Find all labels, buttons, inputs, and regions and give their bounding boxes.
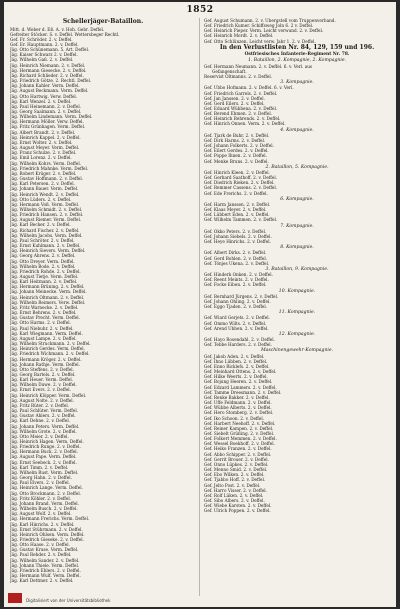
casualty-entry: Gef. Folkert Memmen. 2. v. Deffel. [204,436,277,442]
company-heading: 11. Kompagnie. [278,310,316,316]
casualty-entry: Gef. Harm Janssen. 2. v. Deffel. [204,201,271,207]
casualty-entry: Gef. Tjark de Buhr. 2. v. Deffel. [204,132,270,138]
casualty-entry: Jäg. Hermann Buck. 2. v. Deffel. [10,449,78,455]
casualty-entry: Jäg. Friedrich Mahnke. Verm. Deffel. [10,165,89,171]
casualty-entry: Gef. Heye Hinrichs. 2. v. Deffel. [204,239,271,245]
casualty-entry: Jäg. August Pape. Verm. Deffel. [10,454,77,460]
casualty-entry: Jäg. Emil Lorenz. 2. v. Deffel. [10,155,72,161]
casualty-entry: Jäg. Wilhelm Busch. 2. v. Deffel. [10,506,78,512]
casualty-entry: Jäg. Ernst Stührmann. 2. v. Deffel. [10,526,83,532]
casualty-entry: Jäg. Gustav Hoffmann. 2. v. Deffel. [10,176,84,182]
casualty-entry: Gef. Hinrich Onnen. Verm. 2. v. Deffel. [204,121,286,127]
casualty-entry: Jäg. Wilhelm Jacobs. Verm. Deffel. [10,232,83,238]
casualty-entry: Jäg. August Nolte. 2. v. Deffel. [10,397,74,403]
company-heading: 7. Kompagnie. [280,223,314,229]
casualty-entry: Jäg. Johann Peters. Verm. Deffel. [10,423,80,429]
casualty-entry: Jäg. Georg Ahrens. 2. v. Deffel. [10,253,76,259]
casualty-entry: Gef. Rolf Lüken. 2. v. Deffel. [204,492,264,498]
casualty-entry: Jäg. Otto Harms. 2. v. Deffel. [10,320,71,326]
casualty-entry: Gef. August Schumann. 2. v. Ubergstell vom Truppenverband. [204,18,336,23]
casualty-entry: Jäg. Richard Schlieder. 2. v. Deffel. [10,72,84,78]
casualty-entry: Gef. Hilke Weerts. 2. v. Deffel. [204,374,268,380]
casualty-entry: Jäg. Georg Saalmann. 2. v. Deffel. [10,109,82,114]
column-heading: In den Verlustlisten Nr. 84, 129, 159 und 196. [219,43,375,51]
casualty-entry: Jäg. Ernst Evers. 2. v. Deffel. [10,387,71,393]
casualty-entry: Jäg. Heinrich Ohlsen. Verm. Deffel. [10,531,85,537]
casualty-entry: Jäg. Paul Schröter. 2. v. Deffel. [10,237,75,243]
casualty-entry: Gef. Onno Lüpkes. 2. v. Deffel. [204,461,269,467]
casualty-entry: Jäg. Johann Thiele. Verm. Deffel. [10,562,80,568]
casualty-entry: Gef. Jelto Post. 2. v. Deffel. [204,482,261,488]
casualty-entry: Jäg. Johann Rathje. Verm. Deffel. [10,361,80,367]
casualty-entry: Gef. Gerd Bohlen. 2. v. Deffel. [204,255,268,261]
casualty-entry: Jäg. Otto Lüders. 2. v. Deffel. [10,196,72,202]
page-number: 1852 [186,5,214,15]
casualty-entry: Gef. Focke Eiben. 2. v. Deffel. [204,282,267,288]
casualty-entry: Jäg. Heinrich Niemann. 2. v. Deffel. [10,62,86,68]
column-divider [199,18,200,596]
casualty-entry: Jäg. Wilhelm Lindemann. Verm. Deffel. [10,114,93,120]
casualty-entry: Jäg. Wilhelm Struckmann. 2. v. Deffel. [10,341,91,347]
casualty-entry: Gef. Wiebe Karsten. 2. v. Deffel. [204,503,272,509]
casualty-entry: Gef. Jakob Aden. 2. v. Deffel. [204,353,265,359]
casualty-entry: Jäg. Wilhelm Duwe. 2. v. Deffel. [10,382,77,388]
casualty-entry: Jäg. Karl Becker. 2. v. Deffel. [10,222,71,228]
casualty-entry: Gef. Renke Bakker. 2. v. Deffel. [204,394,270,400]
casualty-entry: Gef. Eilert Gerdes. 2. v. Deffel. [204,148,269,154]
casualty-entry: Jäg. Johann Bauer. Verm. Deffel. [10,186,79,192]
casualty-entry: Jäg. Wilhelm Rust. Verm. Deffel. [10,469,79,475]
casualty-entry: Gef. Sibo Albers. 2. v. Deffel. [204,498,265,504]
casualty-entry: Jäg. August Beckmann. Verm. Deffel. [10,88,89,94]
casualty-entry: Jäg. Friedrich Runge. 2. v. Deffel. [10,444,81,450]
casualty-entry: Gef. Ubbo Hofmann. 2. v. Deffel. 6. v. Verl. [204,85,294,91]
casualty-entry: Gef. Reiner Kampen. 2. v. Deffel. [204,425,274,431]
casualty-entry: Gef. Er. Hauptmann. 2. v. Deffel. [10,41,79,47]
casualty-entry: Gef. Harbert Neehoff. 2. v. Deffel. [204,420,276,426]
casualty-entry: Gef. Berend Ehmen. 2. v. Deffel. [204,111,273,117]
casualty-entry: Jäg. Georg Bartels. 2. v. Deffel. [10,371,76,377]
company-heading: 2. Bataillon, 5. Kompagnie. [265,164,329,170]
footer-credit: Digitalisiert von der Universitätsbibliothek [26,598,111,603]
casualty-entry: Jäg. Gustav Ahlers. 2. v. Deffel. [10,413,76,419]
company-heading: 1. Bataillon, 2. Kompagnie, 2. Kompagnie. [247,58,347,64]
casualty-entry: Gef. Lübbert Eden. 2. v. Deffel. [204,212,270,218]
casualty-entry: Jäg. Karl Wiegmann. Verm. Deffel. [10,330,83,336]
casualty-entry: Gef. Hinrich Kleen. 2. v. Deffel. [204,169,270,175]
casualty-entry: Jäg. Karl Dehne. 2. v. Deffel. [10,418,71,424]
right-column [204,18,390,596]
casualty-entry: Jäg. Fritz Rüter. 2. v. Deffel. [10,402,70,408]
column-heading: Schellerjäger-Bataillon. [62,18,144,25]
casualty-entry: Jäg. Paul Schlüter. Verm. Deffel. [10,408,79,414]
casualty-entry: Jäg. Ernst Behrens. 2. v. Deffel. [10,310,77,316]
casualty-entry: Jäg. Franz Schulze. 2. v. Deffel. [10,150,77,156]
casualty-entry: Jäg. Johann Brand. Verm. Deffel. [10,500,79,506]
casualty-entry: Jäg. Karl Dettmer. 2. v. Deffel. [10,578,74,584]
casualty-entry: Gef. Friedrich Garrels. 2. v. Deffel. [204,90,278,96]
casualty-entry: Gef. Okko Peters. 2. v. Deffel. [204,228,267,234]
casualty-entry: Gef. Wübbe Alberts. 2. v. Deffel. [204,405,272,411]
casualty-entry: Jäg. August Tietje. Verm. Deffel. [10,274,79,279]
casualty-entry: Jäg. Hermann Wulf. Verm. Deffel. [10,573,81,579]
casualty-entry: Jäg. Hermann Voß. Verm. Deffel. [10,201,80,207]
casualty-entry: Jäg. August Wolf. 2. v. Deffel. [10,511,72,517]
casualty-entry: Gef. Ommo Wilts. 2. v. Deffel. [204,320,267,326]
casualty-entry: Gef. Menke Bruns. 2. v. Deffel. [204,158,269,164]
casualty-entry: Jäg. Wilhelm Gaß. 2. v. Deffel. [10,57,74,63]
casualty-entry: Gefreiter Stöcker. S. v. Deffel. Wettersbeger Rechtl. [10,31,120,37]
casualty-entry: Jäg. Robert Krüger. 2. v. Deffel. [10,170,77,176]
casualty-entry: Gef. Albert Dirks. 2. v. Deffel. [204,250,267,256]
casualty-entry: Gefangenschaft. [212,68,247,74]
casualty-entry: Jäg. Otto Meier. 2. v. Deffel. [10,433,69,439]
company-heading: 3. Bataillon, 9. Kompagnie. [265,266,329,272]
casualty-entry: Jäg. Wilhelm Sander. 2. v. Deffel. [10,557,80,563]
company-heading: 4. Kompagnie. [280,127,314,133]
casualty-entry: Jäg. Heinrich Gerdes. Verm. Deffel. [10,346,85,352]
casualty-entry: Gef. Jan Janssen. 2. v. Deffel. [204,95,265,101]
casualty-entry: Jäg. Karl Heitmann. 2. v. Deffel. [10,279,78,285]
casualty-entry: Gef. Wiard Gerjets. 2. v. Deffel. [204,315,270,321]
casualty-entry: Gef. Tamme Dreesmann. 2. v. Deffel. [204,389,282,395]
casualty-entry: Jäg. Ernst Kuhlmann. 2. v. Deffel. [10,243,81,249]
casualty-entry: Gef. Klaas Meyer. 2. v. Deffel. [204,207,267,213]
company-heading: 6. Kompagnie. [280,196,314,202]
document-page [4,2,396,607]
casualty-entry: Jäg. Heinrich Oltmann. 2. v. Deffel. [10,294,85,300]
casualty-entry: Gef. Bojung Heeren. 2. v. Deffel. [204,379,273,385]
casualty-entry: Jäg. Heinrich Lange. Verm. Deffel. [10,485,83,491]
casualty-entry: Jäg. Hermann Möller. Verw. Deffel. [10,119,84,125]
casualty-entry: Reservist Oltmanns. 2. v. Deffel. [204,74,273,79]
casualty-entry: Jäg. Albert Brandt. 2. v. Deffel. [10,129,76,135]
casualty-entry: Jäg. Friedrich Ehlers. 2. v. Deffel. [10,567,81,573]
casualty-entry: Gef. Arend Ubben. 2. v. Deffel. [204,325,269,331]
casualty-entry: Gef. Johann Folkerts. 2. v. Deffel. [204,143,274,149]
casualty-entry: Jäg. Wilhelm Grote. 2. v. Deffel. [10,428,77,434]
casualty-entry: Jäg. Friedrich Wichmann. 2. v. Deffel. [10,351,90,357]
casualty-entry: Gef. Tebbe Harders. 2. v. Deffel. [204,342,272,348]
casualty-entry: Gef. Ihno Lübben. 2. v. Deffel. [204,358,268,364]
casualty-entry: Gef. Ebo Wilken. 2. v. Deffel. [204,472,265,478]
casualty-entry: Gef. Eggo Tjaden. 2. v. Deffel. [204,304,268,310]
casualty-entry: Jäg. Friedrich Götze. 2. Rechtl. Deffel. [10,78,92,84]
casualty-entry: Gef. Heinrich Mordt. 2. v. Deffel. [204,33,274,39]
casualty-entry: Gef. Ulrich Poppen. 2. v. Deffel. [204,508,271,514]
casualty-entry: Jäg. Ernst Wolter. 2. v. Deffel. [10,139,73,145]
casualty-entry: Jäg. Fritz Grünhagen. Verm. Deffel. [10,124,86,130]
casualty-entry: Gef. Hero Stomberg. 2. v. Deffel. [204,410,274,416]
left-column [10,18,196,596]
casualty-entry: Jäg. August Riemer. Verm. Deffel. [10,217,82,223]
company-heading: 12. Kompagnie. [278,331,316,337]
casualty-entry: Jäg. Otto Brockmann. 2. v. Deffel. [10,490,81,496]
casualty-entry: Gef. Heinrich Pieper. Verm. Leicht verwund. 2. v. Deffel. [204,28,324,34]
casualty-entry: Jäg. Paul Heinemann. 2. v. Deffel. [10,103,81,109]
casualty-entry: Gef. Harro Visser. 2. v. Deffel. [204,487,267,493]
casualty-entry: Gef. Uffe Feldmann. 2. v. Deffel. [204,400,272,406]
casualty-entry: Jäg. Kaiser Schwarz 2. v. Deffel. [10,52,78,58]
library-logo [8,593,22,603]
casualty-entry: Gef. Ede Frerichs. 2. v. Deffel. [204,190,268,196]
casualty-entry: Gef. Heiko Franzen. 2. v. Deffel. [204,446,272,452]
casualty-entry: Jäg. Heinrich Kappel. 2. v. Deffel. [10,134,81,140]
casualty-entry: Jäg. Wilhelm Kohrs. Verm. Deffel. [10,160,82,166]
company-heading: 10. Kompagnie. [278,288,316,294]
casualty-entry: Jäg. Gustav Kruse. Verm. Deffel. [10,547,79,553]
casualty-entry: Gef. Wessel Boekhoff. 2. v. Deffel. [204,441,275,447]
casualty-entry: Jäg. Heinrich Sievers. Verm. Deffel. [10,248,86,254]
company-heading: 8. Kompagnie. [280,245,314,251]
casualty-entry: Gef. Fr. Schröder. 2. v. Deffel. [10,36,73,42]
casualty-entry: Jäg. Heinrich Wendt. 2. v. Deffel. [10,191,80,197]
casualty-entry: Jäg. Friedrich Gieseke. 2. v. Deffel. [10,536,84,542]
casualty-entry: Jäg. Gustav Precht. Verm. Deffel. [10,315,80,321]
casualty-entry: Gef. Enno Ricklefs. 2. v. Deffel. [204,363,270,369]
casualty-entry: Jäg. Heinrich Hagen. Verm. Deffel. [10,439,84,444]
casualty-entry: Gef. Otto Schlünzen. Leicht verw. Jahr 1. 2. v. Deffel. [204,38,316,44]
casualty-entry: Gef. Poppe Ihnen. 2. v. Deffel. [204,153,267,159]
casualty-entry: Jäg. Hermann Giesecke. 2. v. Deffel. [10,67,87,73]
casualty-entry: Jäg. August Lampe. 2. v. Deffel. [10,335,77,341]
casualty-entry: Gef. Menno Smid. 2. v. Deffel. [204,467,268,473]
casualty-entry: Gef. Edzard Lammers. 2. v. Deffel. [204,384,277,390]
casualty-entry: Jäg. Wilhelm Bode. 2. v. Deffel. [10,263,76,269]
casualty-entry: Gef. Heinrich Behrends. 2. v. Deffel. [204,116,281,122]
casualty-entry: Jäg. Johann Kahler. Verm. Deffel. [10,83,80,89]
casualty-entry: Gef. Hermann Neumann. 2. v. Deffel. 6. v. Verl. aus [204,63,313,69]
casualty-entry: Jäg. Karl Petersen. 2. v. Deffel. [10,181,75,187]
casualty-entry: Jäg. Karl Heuer. Verm. Deffel. [10,377,74,383]
casualty-entry: Gef. Bernhard Jürgens. 2. v. Deffel. [204,293,279,299]
casualty-entry: Jäg. Hermann Frerichs. Verm. Deffel. [10,516,90,522]
casualty-entry: Gef. Diedrich Rieken. 2. v. Deffel. [204,180,275,186]
casualty-entry: Jäg. Karl Hinrichs. 2. v. Deffel. [10,521,75,527]
company-heading: Maschinengewehr-Kompagnie. [260,348,334,354]
casualty-entry: Jäg. Otto Steffens. 2. v. Deffel. [10,366,74,372]
casualty-entry: Gef. Johann Ohling. 2. v. Deffel. [204,298,271,304]
casualty-entry: Gef. Gerhard Saathoff. 2. v. Deffel. [204,175,277,181]
company-heading: 3. Kompagnie. [280,80,314,86]
casualty-entry: Gef. Tjabbo Hoff. 2. v. Deffel. [204,477,266,483]
casualty-entry: Jäg. Johann Meinecke. Verm. Deffel. [10,289,87,295]
casualty-entry: Jäg. Friedrich Rohde. 2. v. Deffel. [10,268,81,274]
casualty-entry: Gef. Gerrit Brouer. 2. v. Deffel. [204,456,269,462]
casualty-entry: Gef. Siebelt Grüßing. 2. v. Deffel. [204,430,275,436]
casualty-entry: Jäg. Karl Wenzel. 2. v. Deffel. [10,98,72,104]
casualty-entry: Gef. Hinderk Onken. 2. v. Deffel. [204,272,273,278]
casualty-entry: Jäg. Georg Hahn. 2. v. Deffel. [10,475,72,481]
casualty-entry: Jäg. Paul Rehder. 2. v. Deffel. [10,552,72,558]
casualty-entry: Gef. Gerd Eilers. 2. v. Deffel. [204,100,265,106]
casualty-entry: Gef. Remmer Cassens. 2. v. Deffel. [204,185,278,191]
casualty-entry: Jäg. Otto Hartwig. Verw. Deffel. [10,93,78,99]
casualty-entry: Gef. Friedrich Kumer. Schiffsweg Joln 6. 2 v. Deffel. [204,23,314,29]
casualty-entry: Jäg. Paul Niebuhr. 2. v. Deffel. [10,325,74,331]
regiment-heading: Ostfriesisches Infanterie-Regiment Nr. 78. [244,52,350,58]
casualty-entry: Jäg. Wilhelm Reimers. Verw. Deffel. [10,299,86,305]
casualty-entry: Jäg. Otto Schünemann. 5. Art. Deffel. [10,47,90,53]
casualty-entry: Jäg. Friedrich Hansen. 2. v. Deffel. [10,212,84,218]
casualty-entry: Jäg. Fritz Warnecke. 2. v. Deffel. [10,304,79,310]
casualty-entry: Jäg. Karl Timm. 2. v. Deffel. [10,464,69,470]
casualty-entry: Gef. Meinhard Ottens. 2. v. Deffel. [204,369,277,375]
casualty-entry: Gef. Iko Schoon. 2. v. Deffel. [204,415,265,421]
casualty-entry: Jäg. Richard Fischer. 2. v. Deffel. [10,227,80,233]
casualty-entry: Gef. Abbo Schipper. 2. v. Deffel. [204,451,272,457]
casualty-entry: Gef. Hayo Rosendahl. 2. v. Deffel. [204,337,275,343]
casualty-entry: Gef. Eduard Wübbena. 2. v. Deffel. [204,105,278,111]
casualty-entry: Jäg. Hermann Kröger. 2. v. Deffel. [10,356,82,362]
casualty-entry: Jäg. August Meyer. Verm. Deffel. [10,145,80,151]
casualty-entry: Gef. Dirk Harms. 2. v. Deffel. [204,137,266,143]
casualty-entry: Gef. Tönjes Ukena. 2. v. Deffel. [204,260,270,266]
casualty-entry: Jäg. Hermann Brüning. 2. v. Deffel. [10,284,85,290]
casualty-entry: Jäg. Wilhelm Schmidt. 2. v. Deffel. [10,206,83,212]
casualty-entry: Jäg. Otto Haase. 2. v. Deffel. [10,542,70,548]
casualty-entry: Jäg. Otto Dreyer. Verm. Deffel. [10,258,75,264]
casualty-entry: Jäg. Ernst Seebeck. 2. v. Deffel. [10,459,77,465]
casualty-entry: Jäg. Paul Elvers. 2. v. Deffel. [10,480,70,486]
casualty-entry: Jäg. Fritz Köhler. 2. v. Deffel. [10,495,72,501]
casualty-entry: Gef. Wilhelm Tammen. 2. v. Deffel. [204,217,278,223]
casualty-entry: Jäg. Heinrich Klöpper. Verm. Deffel. [10,392,87,398]
casualty-entry: Gef. Reent Meints. 2. v. Deffel. [204,277,269,283]
casualty-entry: Gef. Johann Siebels. 2. v. Deffel. [204,233,272,239]
casualty-entry: Mitt. d. Weber d. Eß. A. v. Hoh. Gebr. Deffel. [10,26,105,32]
